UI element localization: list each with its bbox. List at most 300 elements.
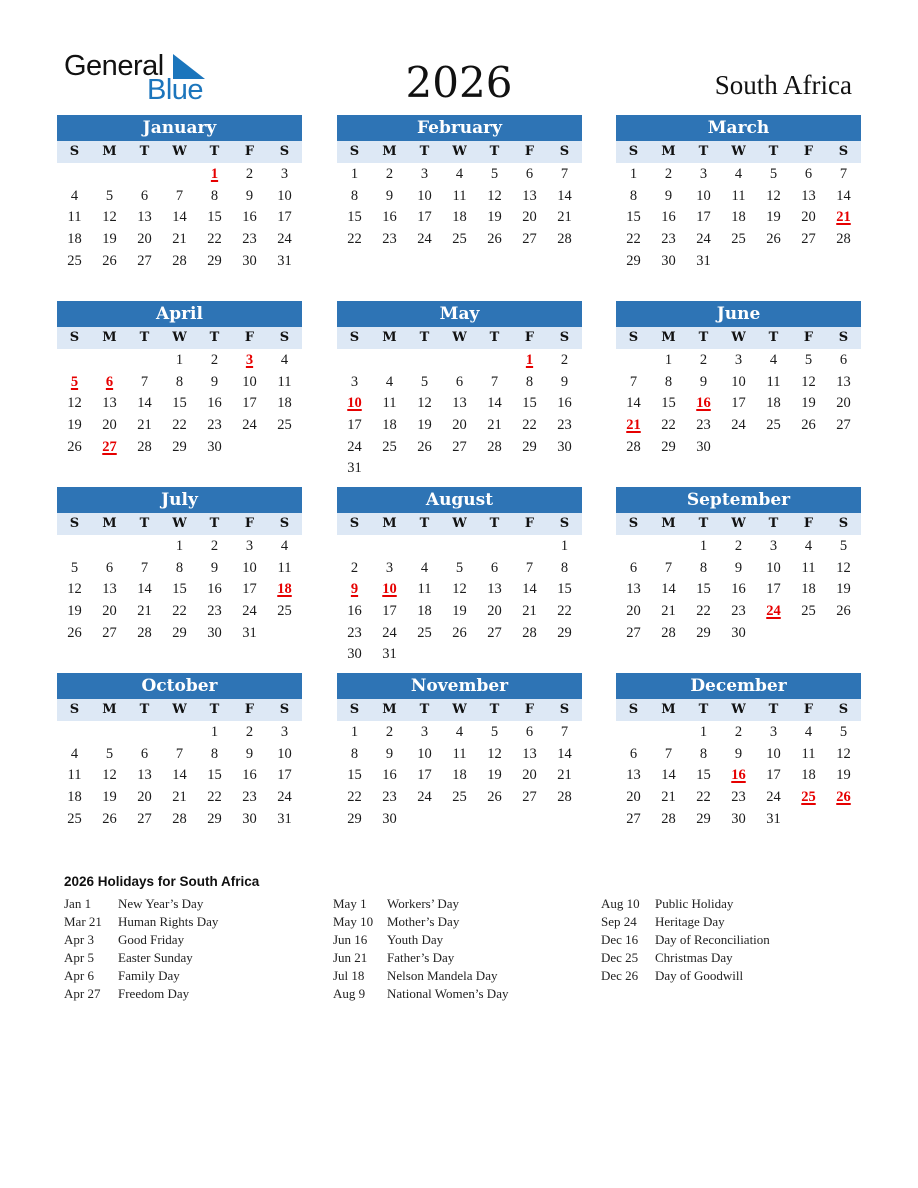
holiday-row — [333, 985, 593, 1003]
day-cell: 11 — [277, 373, 292, 390]
day-cell: 7 — [175, 187, 184, 204]
day-cell: 17 — [417, 209, 432, 226]
weekday-label: M — [102, 702, 117, 717]
day-cell: 28 — [522, 624, 537, 641]
day-cell: 12 — [766, 187, 781, 204]
day-cell: 27 — [452, 438, 467, 455]
day-cell: 9 — [560, 373, 569, 390]
day-cell: 7 — [525, 559, 534, 576]
holiday-row — [64, 949, 324, 967]
day-cell: 28 — [661, 810, 676, 827]
day-cell: 18 — [801, 767, 816, 784]
day-cell: 24 — [417, 231, 432, 248]
weekday-label: F — [524, 516, 535, 531]
day-cell: 26 — [417, 438, 432, 455]
day-cell: 16 — [347, 603, 362, 620]
day-cell: 28 — [836, 231, 851, 248]
day-cell: 21 — [137, 603, 152, 620]
weekday-label: W — [172, 702, 187, 717]
weekday-label: S — [349, 144, 360, 159]
month-header: January — [57, 115, 302, 141]
day-cell: 3 — [280, 724, 289, 740]
day-cell: 28 — [661, 624, 676, 641]
empty-cell — [57, 722, 92, 744]
weekday-label: T — [698, 144, 709, 159]
day-cell: 12 — [801, 373, 816, 390]
day-cell: 11 — [277, 559, 292, 576]
weekday-label: M — [102, 330, 117, 345]
day-cell: 22 — [696, 603, 711, 620]
calendar-year: 2026 — [405, 58, 513, 107]
holiday-row — [64, 967, 324, 985]
day-cell: 16 — [242, 209, 257, 226]
weekday-header-row — [616, 513, 861, 535]
day-cell: 9 — [245, 745, 254, 762]
day-cell: 25 — [731, 231, 746, 248]
day-cell: 18 — [277, 395, 292, 412]
day-cell: 19 — [487, 767, 502, 784]
day-cell: 27 — [801, 231, 816, 248]
day-cell: 29 — [207, 810, 222, 827]
day-cell: 14 — [487, 395, 502, 412]
day-cell: 31 — [277, 810, 292, 827]
empty-cell — [127, 350, 162, 372]
holiday-name: National Women’s Day — [387, 986, 509, 1001]
day-grid — [616, 535, 861, 644]
day-grid — [616, 163, 861, 272]
holiday-day-cell: 18 — [277, 581, 292, 598]
logo-text-general: General — [64, 50, 164, 82]
day-cell: 9 — [210, 559, 219, 576]
day-cell: 10 — [766, 745, 781, 762]
weekday-label: W — [172, 516, 187, 531]
day-cell: 17 — [277, 209, 292, 226]
day-cell: 7 — [175, 745, 184, 762]
month-january — [57, 115, 302, 272]
weekday-label: S — [559, 702, 570, 717]
day-cell: 23 — [347, 624, 362, 641]
day-cell: 28 — [487, 438, 502, 455]
weekday-label: T — [209, 702, 220, 717]
day-cell: 8 — [350, 187, 359, 204]
day-cell: 17 — [242, 395, 257, 412]
day-cell: 27 — [487, 624, 502, 641]
day-cell: 3 — [385, 559, 394, 576]
day-cell: 15 — [347, 767, 362, 784]
day-cell: 23 — [661, 231, 676, 248]
day-grid — [57, 535, 302, 644]
day-cell: 31 — [242, 624, 257, 641]
day-cell: 14 — [557, 745, 572, 762]
day-cell: 7 — [664, 559, 673, 576]
holiday-row — [64, 931, 324, 949]
day-cell: 8 — [699, 559, 708, 576]
weekday-label: S — [559, 144, 570, 159]
weekday-header-row — [57, 513, 302, 535]
day-cell: 28 — [626, 438, 641, 455]
weekday-label: M — [661, 702, 676, 717]
day-cell: 17 — [382, 603, 397, 620]
day-cell: 19 — [452, 603, 467, 620]
weekday-label: W — [731, 702, 746, 717]
day-cell: 20 — [102, 603, 117, 620]
holiday-name: Family Day — [118, 968, 180, 983]
weekday-label: S — [628, 330, 639, 345]
logo-text-blue: Blue — [147, 74, 204, 106]
day-cell: 12 — [67, 395, 82, 412]
day-cell: 29 — [626, 252, 641, 269]
weekday-label: S — [69, 330, 80, 345]
day-cell: 20 — [522, 209, 537, 226]
weekday-label: F — [803, 516, 814, 531]
weekday-label: W — [452, 516, 467, 531]
day-cell: 29 — [172, 624, 187, 641]
month-header: February — [337, 115, 582, 141]
day-cell: 22 — [172, 603, 187, 620]
day-cell: 29 — [522, 438, 537, 455]
day-cell: 11 — [452, 187, 467, 204]
day-cell: 1 — [629, 166, 638, 182]
day-grid — [616, 349, 861, 458]
month-october — [57, 673, 302, 830]
day-cell: 11 — [67, 209, 82, 226]
day-cell: 12 — [836, 745, 851, 762]
day-cell: 24 — [242, 603, 257, 620]
holiday-day-cell: 9 — [350, 581, 359, 598]
day-cell: 30 — [661, 252, 676, 269]
day-cell: 25 — [801, 603, 816, 620]
weekday-label: T — [419, 330, 430, 345]
holiday-date: Jun 16 — [333, 932, 368, 947]
day-cell: 13 — [137, 767, 152, 784]
holiday-row — [601, 895, 861, 913]
weekday-label: F — [244, 702, 255, 717]
day-cell: 18 — [452, 767, 467, 784]
holiday-row — [333, 895, 593, 913]
day-cell: 26 — [801, 417, 816, 434]
day-cell: 6 — [629, 559, 638, 576]
day-cell: 2 — [245, 724, 254, 740]
day-cell: 6 — [804, 166, 813, 182]
empty-cell — [477, 536, 512, 558]
weekday-label: S — [349, 702, 360, 717]
day-cell: 8 — [175, 559, 184, 576]
day-cell: 26 — [102, 252, 117, 269]
day-cell: 21 — [557, 209, 572, 226]
weekday-label: T — [139, 516, 150, 531]
weekday-label: S — [628, 144, 639, 159]
weekday-label: T — [768, 144, 779, 159]
weekday-label: F — [803, 330, 814, 345]
day-cell: 15 — [172, 395, 187, 412]
day-cell: 8 — [629, 187, 638, 204]
day-cell: 13 — [522, 745, 537, 762]
day-cell: 17 — [731, 395, 746, 412]
weekday-label: M — [661, 144, 676, 159]
weekday-label: W — [731, 144, 746, 159]
weekday-label: T — [489, 516, 500, 531]
holiday-date: Dec 16 — [601, 932, 639, 947]
day-cell: 17 — [766, 581, 781, 598]
holiday-date: Apr 3 — [64, 932, 94, 947]
holiday-date: Apr 27 — [64, 986, 101, 1001]
month-july — [57, 487, 302, 644]
day-grid — [57, 349, 302, 458]
empty-cell — [651, 536, 686, 558]
weekday-label: W — [452, 702, 467, 717]
day-cell: 30 — [207, 438, 222, 455]
day-cell: 1 — [350, 166, 359, 182]
country-name: South Africa — [714, 70, 852, 100]
day-cell: 18 — [382, 417, 397, 434]
weekday-label: F — [524, 144, 535, 159]
weekday-label: T — [768, 702, 779, 717]
empty-cell — [92, 722, 127, 744]
weekday-label: S — [838, 702, 849, 717]
holiday-day-cell: 21 — [836, 209, 851, 226]
day-cell: 1 — [664, 352, 673, 368]
empty-cell — [616, 722, 651, 744]
day-cell: 10 — [696, 187, 711, 204]
month-header: April — [57, 301, 302, 327]
day-cell: 7 — [839, 166, 848, 182]
empty-cell — [127, 722, 162, 744]
empty-cell — [57, 536, 92, 558]
day-cell: 11 — [766, 373, 781, 390]
day-cell: 17 — [277, 767, 292, 784]
day-cell: 31 — [277, 252, 292, 269]
day-cell: 11 — [731, 187, 746, 204]
day-cell: 20 — [801, 209, 816, 226]
day-cell: 8 — [525, 373, 534, 390]
day-cell: 10 — [277, 745, 292, 762]
weekday-label: W — [731, 516, 746, 531]
day-grid — [57, 163, 302, 272]
empty-cell — [442, 536, 477, 558]
holiday-name: Human Rights Day — [118, 914, 219, 929]
day-cell: 19 — [836, 581, 851, 598]
day-cell: 16 — [242, 767, 257, 784]
holiday-date: Apr 6 — [64, 968, 94, 983]
day-cell: 4 — [420, 559, 429, 576]
holiday-list — [64, 874, 864, 1001]
day-cell: 6 — [839, 352, 848, 368]
day-cell: 5 — [105, 187, 114, 204]
day-cell: 9 — [699, 373, 708, 390]
empty-cell — [127, 164, 162, 186]
day-cell: 21 — [557, 767, 572, 784]
day-cell: 30 — [242, 252, 257, 269]
holiday-name: Freedom Day — [118, 986, 190, 1001]
day-cell: 4 — [769, 352, 778, 368]
weekday-label: T — [489, 330, 500, 345]
holiday-date: May 1 — [333, 896, 367, 911]
weekday-label: S — [838, 516, 849, 531]
day-cell: 13 — [137, 209, 152, 226]
day-cell: 5 — [769, 166, 778, 182]
holiday-date: Aug 10 — [601, 896, 640, 911]
day-cell: 7 — [560, 166, 569, 182]
weekday-label: T — [419, 144, 430, 159]
holiday-name: Day of Goodwill — [655, 968, 744, 983]
weekday-label: M — [382, 330, 397, 345]
day-cell: 26 — [67, 624, 82, 641]
day-cell: 4 — [280, 538, 289, 554]
day-cell: 4 — [385, 373, 394, 390]
weekday-label: T — [139, 330, 150, 345]
day-cell: 2 — [385, 166, 394, 182]
day-cell: 12 — [417, 395, 432, 412]
month-november — [337, 673, 582, 830]
day-cell: 14 — [137, 581, 152, 598]
day-cell: 12 — [487, 187, 502, 204]
weekday-label: W — [172, 330, 187, 345]
day-cell: 19 — [836, 767, 851, 784]
day-cell: 23 — [382, 231, 397, 248]
empty-cell — [92, 164, 127, 186]
day-cell: 14 — [661, 767, 676, 784]
day-cell: 22 — [661, 417, 676, 434]
day-cell: 11 — [67, 767, 82, 784]
day-cell: 26 — [487, 789, 502, 806]
holiday-name: Workers’ Day — [387, 896, 459, 911]
day-cell: 13 — [102, 581, 117, 598]
holiday-name: Good Friday — [118, 932, 185, 947]
weekday-label: M — [382, 144, 397, 159]
day-cell: 21 — [137, 417, 152, 434]
weekday-label: W — [452, 330, 467, 345]
day-cell: 15 — [557, 581, 572, 598]
empty-cell — [477, 350, 512, 372]
weekday-header-row — [337, 699, 582, 721]
day-cell: 1 — [175, 538, 184, 554]
day-grid — [616, 721, 861, 830]
weekday-header-row — [616, 141, 861, 163]
day-cell: 22 — [207, 231, 222, 248]
day-cell: 3 — [420, 166, 429, 182]
holiday-row — [601, 931, 861, 949]
empty-cell — [442, 350, 477, 372]
day-cell: 16 — [207, 581, 222, 598]
weekday-label: T — [139, 144, 150, 159]
day-cell: 21 — [661, 603, 676, 620]
day-cell: 31 — [766, 810, 781, 827]
holiday-date: Dec 26 — [601, 968, 639, 983]
day-cell: 19 — [67, 417, 82, 434]
day-cell: 9 — [385, 187, 394, 204]
day-cell: 27 — [626, 810, 641, 827]
day-cell: 10 — [766, 559, 781, 576]
weekday-label: M — [382, 516, 397, 531]
month-header: September — [616, 487, 861, 513]
day-cell: 26 — [102, 810, 117, 827]
day-cell: 6 — [455, 373, 464, 390]
day-cell: 2 — [350, 559, 359, 576]
weekday-label: F — [524, 702, 535, 717]
day-cell: 29 — [557, 624, 572, 641]
day-cell: 6 — [140, 745, 149, 762]
holiday-day-cell: 24 — [766, 603, 781, 620]
day-cell: 7 — [140, 373, 149, 390]
day-cell: 18 — [452, 209, 467, 226]
day-cell: 5 — [804, 352, 813, 368]
day-cell: 29 — [207, 252, 222, 269]
day-cell: 7 — [629, 373, 638, 390]
day-cell: 28 — [172, 810, 187, 827]
day-cell: 28 — [557, 789, 572, 806]
holiday-row — [333, 931, 593, 949]
weekday-label: T — [419, 702, 430, 717]
day-cell: 27 — [102, 624, 117, 641]
holiday-row — [64, 913, 324, 931]
day-cell: 5 — [490, 724, 499, 740]
empty-cell — [407, 536, 442, 558]
day-cell: 8 — [350, 745, 359, 762]
day-cell: 9 — [734, 559, 743, 576]
day-cell: 3 — [280, 166, 289, 182]
day-cell: 23 — [557, 417, 572, 434]
day-cell: 6 — [105, 559, 114, 576]
day-cell: 3 — [734, 352, 743, 368]
day-cell: 2 — [560, 352, 569, 368]
holiday-date: Dec 25 — [601, 950, 639, 965]
day-cell: 15 — [522, 395, 537, 412]
day-cell: 8 — [560, 559, 569, 576]
day-cell: 14 — [172, 209, 187, 226]
day-cell: 14 — [557, 187, 572, 204]
day-cell: 13 — [801, 187, 816, 204]
day-cell: 27 — [626, 624, 641, 641]
day-cell: 12 — [836, 559, 851, 576]
day-cell: 15 — [626, 209, 641, 226]
month-header: December — [616, 673, 861, 699]
day-cell: 22 — [347, 231, 362, 248]
holiday-row — [333, 949, 593, 967]
day-cell: 28 — [557, 231, 572, 248]
day-cell: 1 — [350, 724, 359, 740]
day-cell: 17 — [242, 581, 257, 598]
day-cell: 24 — [242, 417, 257, 434]
empty-cell — [162, 164, 197, 186]
day-cell: 31 — [696, 252, 711, 269]
day-cell: 4 — [734, 166, 743, 182]
day-cell: 30 — [557, 438, 572, 455]
day-grid — [337, 535, 582, 666]
day-cell: 29 — [172, 438, 187, 455]
weekday-label: T — [698, 516, 709, 531]
holiday-day-cell: 3 — [245, 352, 254, 368]
weekday-label: W — [731, 330, 746, 345]
day-cell: 30 — [731, 810, 746, 827]
day-cell: 9 — [385, 745, 394, 762]
day-cell: 6 — [525, 166, 534, 182]
day-cell: 25 — [67, 252, 82, 269]
day-cell: 2 — [734, 538, 743, 554]
day-cell: 5 — [839, 724, 848, 740]
day-cell: 21 — [172, 231, 187, 248]
day-cell: 2 — [699, 352, 708, 368]
day-cell: 10 — [242, 373, 257, 390]
day-cell: 20 — [452, 417, 467, 434]
day-cell: 25 — [766, 417, 781, 434]
empty-cell — [512, 536, 547, 558]
day-cell: 1 — [175, 352, 184, 368]
day-cell: 4 — [455, 724, 464, 740]
day-cell: 15 — [207, 209, 222, 226]
holiday-list-title: 2026 Holidays for South Africa — [64, 874, 260, 889]
day-cell: 23 — [696, 417, 711, 434]
day-cell: 20 — [137, 789, 152, 806]
